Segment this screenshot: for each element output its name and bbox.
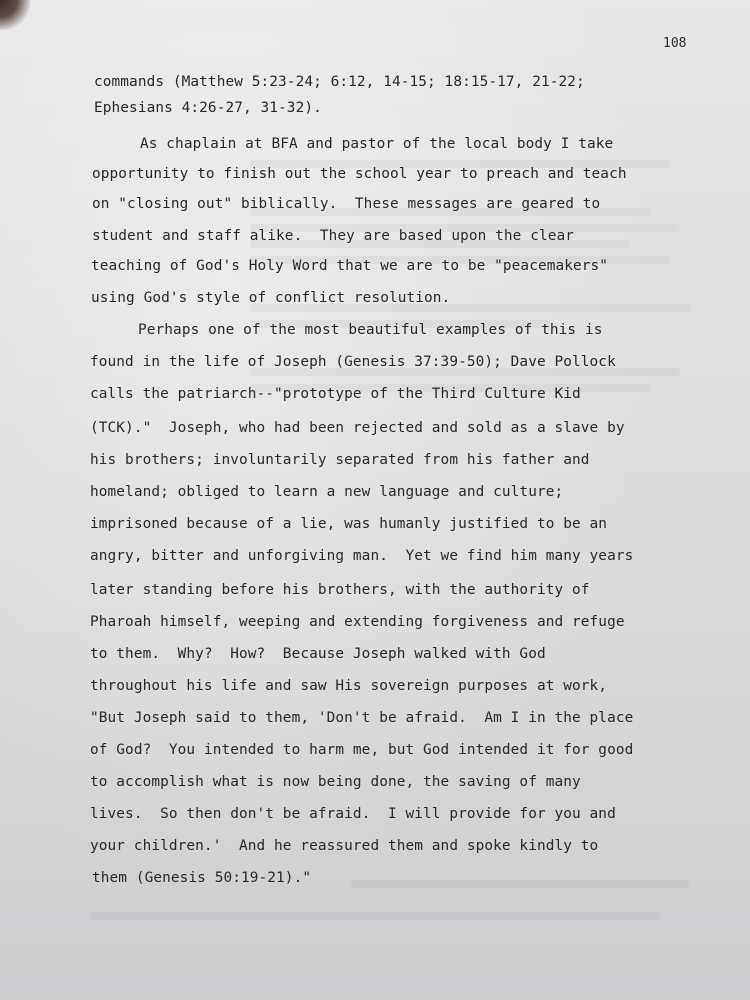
page-corner-shadow xyxy=(0,0,30,30)
text-line: student and staff alike. They are based upon the clear xyxy=(92,228,575,244)
text-line: found in the life of Joseph (Genesis 37:39-50); Dave Pollock xyxy=(90,354,616,370)
text-line: homeland; obliged to learn a new language and culture; xyxy=(90,484,564,500)
text-line: "But Joseph said to them, 'Don't be afraid. Am I in the place xyxy=(90,710,634,726)
text-line: Pharoah himself, weeping and extending forgiveness and refuge xyxy=(90,614,625,630)
text-line: to them. Why? How? Because Joseph walked with God xyxy=(90,646,546,662)
text-line: calls the patriarch--"prototype of the Third Culture Kid xyxy=(90,386,581,402)
text-line: lives. So then don't be afraid. I will provide for you and xyxy=(90,806,616,822)
text-line: to accomplish what is now being done, the saving of many xyxy=(90,774,581,790)
text-line: of God? You intended to harm me, but God intended it for good xyxy=(90,742,634,758)
text-line: As chaplain at BFA and pastor of the local body I take xyxy=(140,136,614,152)
text-line: on "closing out" biblically. These messages are geared to xyxy=(92,196,601,212)
text-line: using God's style of conflict resolution. xyxy=(91,290,451,306)
text-line: (TCK)." Joseph, who had been rejected and sold as a slave by xyxy=(90,420,625,436)
text-line: them (Genesis 50:19-21)." xyxy=(92,870,312,886)
text-line: Perhaps one of the most beautiful examples of this is xyxy=(138,322,603,338)
text-line: Ephesians 4:26-27, 31-32). xyxy=(94,100,322,116)
page-number: 108 xyxy=(663,36,687,51)
text-line: your children.' And he reassured them and spoke kindly to xyxy=(90,838,599,854)
text-line: teaching of God's Holy Word that we are to be "peacemakers" xyxy=(91,258,609,274)
text-line: his brothers; involuntarily separated from his father and xyxy=(90,452,590,468)
text-line: later standing before his brothers, with the authority of xyxy=(90,582,590,598)
text-line: angry, bitter and unforgiving man. Yet we find him many years xyxy=(90,548,634,564)
text-line: opportunity to finish out the school year to preach and teach xyxy=(92,166,627,182)
text-line: throughout his life and saw His sovereign purposes at work, xyxy=(90,678,608,694)
text-line: imprisoned because of a lie, was humanly justified to be an xyxy=(90,516,608,532)
text-line: commands (Matthew 5:23-24; 6:12, 14-15; 18:15-17, 21-22; xyxy=(94,74,585,90)
